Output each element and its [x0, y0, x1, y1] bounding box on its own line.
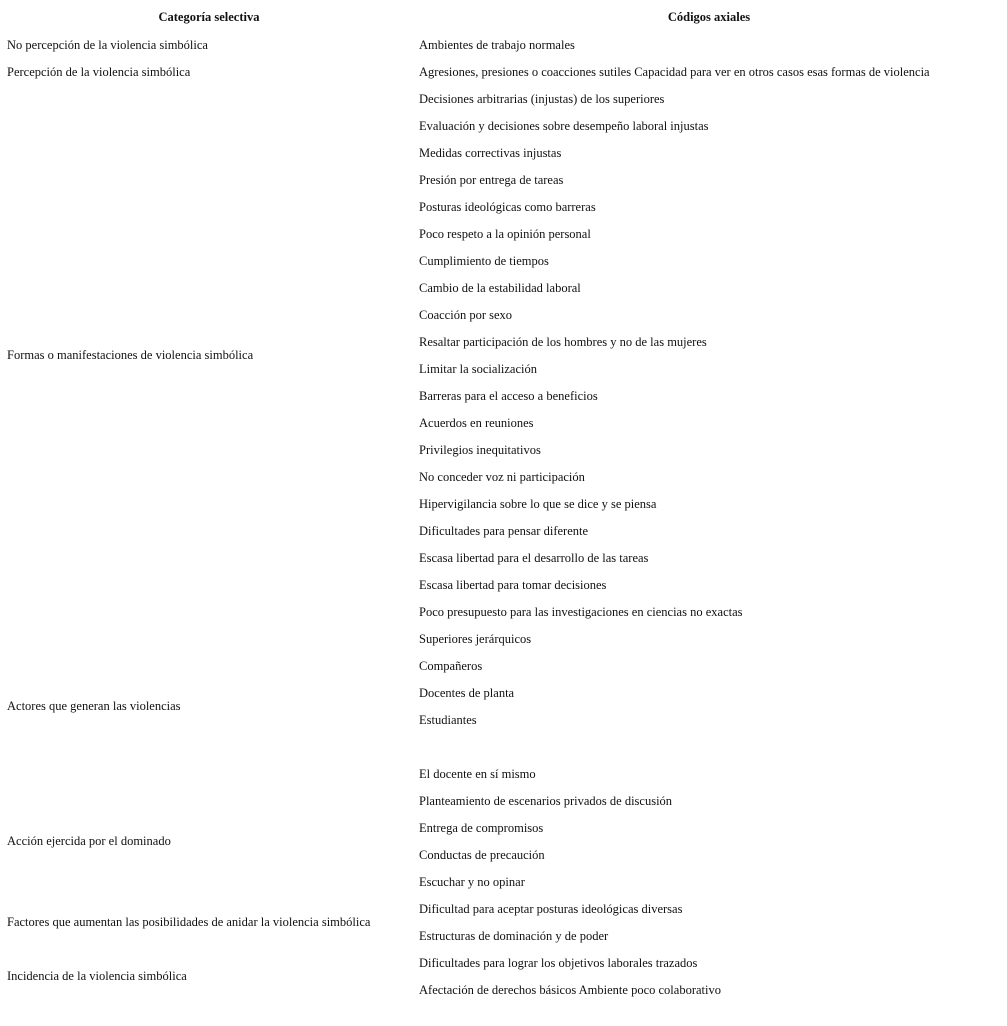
axial-code: Escasa libertad para el desarrollo de las tareas [419, 551, 649, 565]
axial-code: Entrega de compromisos [419, 821, 544, 835]
axial-code: Dificultades para pensar diferente [419, 524, 589, 538]
axial-code: Planteamiento de escenarios privados de discusión [419, 794, 673, 808]
axial-code: Decisiones arbitrarias (injustas) de los superiores [419, 92, 665, 106]
header-axial-codes: Códigos axiales [667, 10, 751, 24]
axial-code: Escasa libertad para tomar decisiones [419, 578, 607, 592]
selective-category: Factores que aumentan las posibilidades de anidar la violencia simbólica [7, 915, 371, 929]
axial-code: No conceder voz ni participación [419, 470, 585, 484]
axial-code: Compañeros [419, 659, 483, 673]
axial-code: Dificultad para aceptar posturas ideológicas diversas [419, 902, 683, 916]
axial-code: Medidas correctivas injustas [419, 146, 562, 160]
axial-code: Posturas ideológicas como barreras [419, 200, 596, 214]
axial-code: Acuerdos en reuniones [419, 416, 534, 430]
axial-code: Agresiones, presiones o coacciones sutiles Capacidad para ver en otros casos esas formas de violencia [419, 65, 930, 79]
axial-code: Afectación de derechos básicos Ambiente poco colaborativo [419, 983, 721, 997]
axial-code: Dificultades para lograr los objetivos laborales trazados [419, 956, 698, 970]
selective-category: No percepción de la violencia simbólica [7, 38, 208, 52]
axial-code: Estructuras de dominación y de poder [419, 929, 609, 943]
header-selective-category: Categoría selectiva [158, 10, 260, 24]
axial-code: Superiores jerárquicos [419, 632, 532, 646]
selective-category: Actores que generan las violencias [7, 699, 181, 713]
axial-code: Limitar la socialización [419, 362, 538, 376]
axial-code: Docentes de planta [419, 686, 515, 700]
axial-code: Escuchar y no opinar [419, 875, 525, 889]
axial-code: Cambio de la estabilidad laboral [419, 281, 581, 295]
axial-code: Presión por entrega de tareas [419, 173, 564, 187]
axial-code: El docente en sí mismo [419, 767, 536, 781]
axial-code: Conductas de precaución [419, 848, 545, 862]
axial-code: Resaltar participación de los hombres y no de las mujeres [419, 335, 707, 349]
axial-code: Privilegios inequitativos [419, 443, 541, 457]
selective-category: Percepción de la violencia simbólica [7, 65, 191, 79]
axial-code: Evaluación y decisiones sobre desempeño laboral injustas [419, 119, 709, 133]
axial-code: Barreras para el acceso a beneficios [419, 389, 598, 403]
axial-code: Ambientes de trabajo normales [419, 38, 575, 52]
selective-category: Acción ejercida por el dominado [7, 834, 171, 848]
axial-code: Poco presupuesto para las investigaciones en ciencias no exactas [419, 605, 743, 619]
table-header [0, 10, 1007, 28]
axial-code: Coacción por sexo [419, 308, 513, 322]
axial-code: Poco respeto a la opinión personal [419, 227, 591, 241]
axial-code: Hipervigilancia sobre lo que se dice y se piensa [419, 497, 657, 511]
selective-category: Incidencia de la violencia simbólica [7, 969, 187, 983]
axial-code: Estudiantes [419, 713, 477, 727]
axial-code: Cumplimiento de tiempos [419, 254, 549, 268]
selective-category: Formas o manifestaciones de violencia simbólica [7, 348, 254, 362]
